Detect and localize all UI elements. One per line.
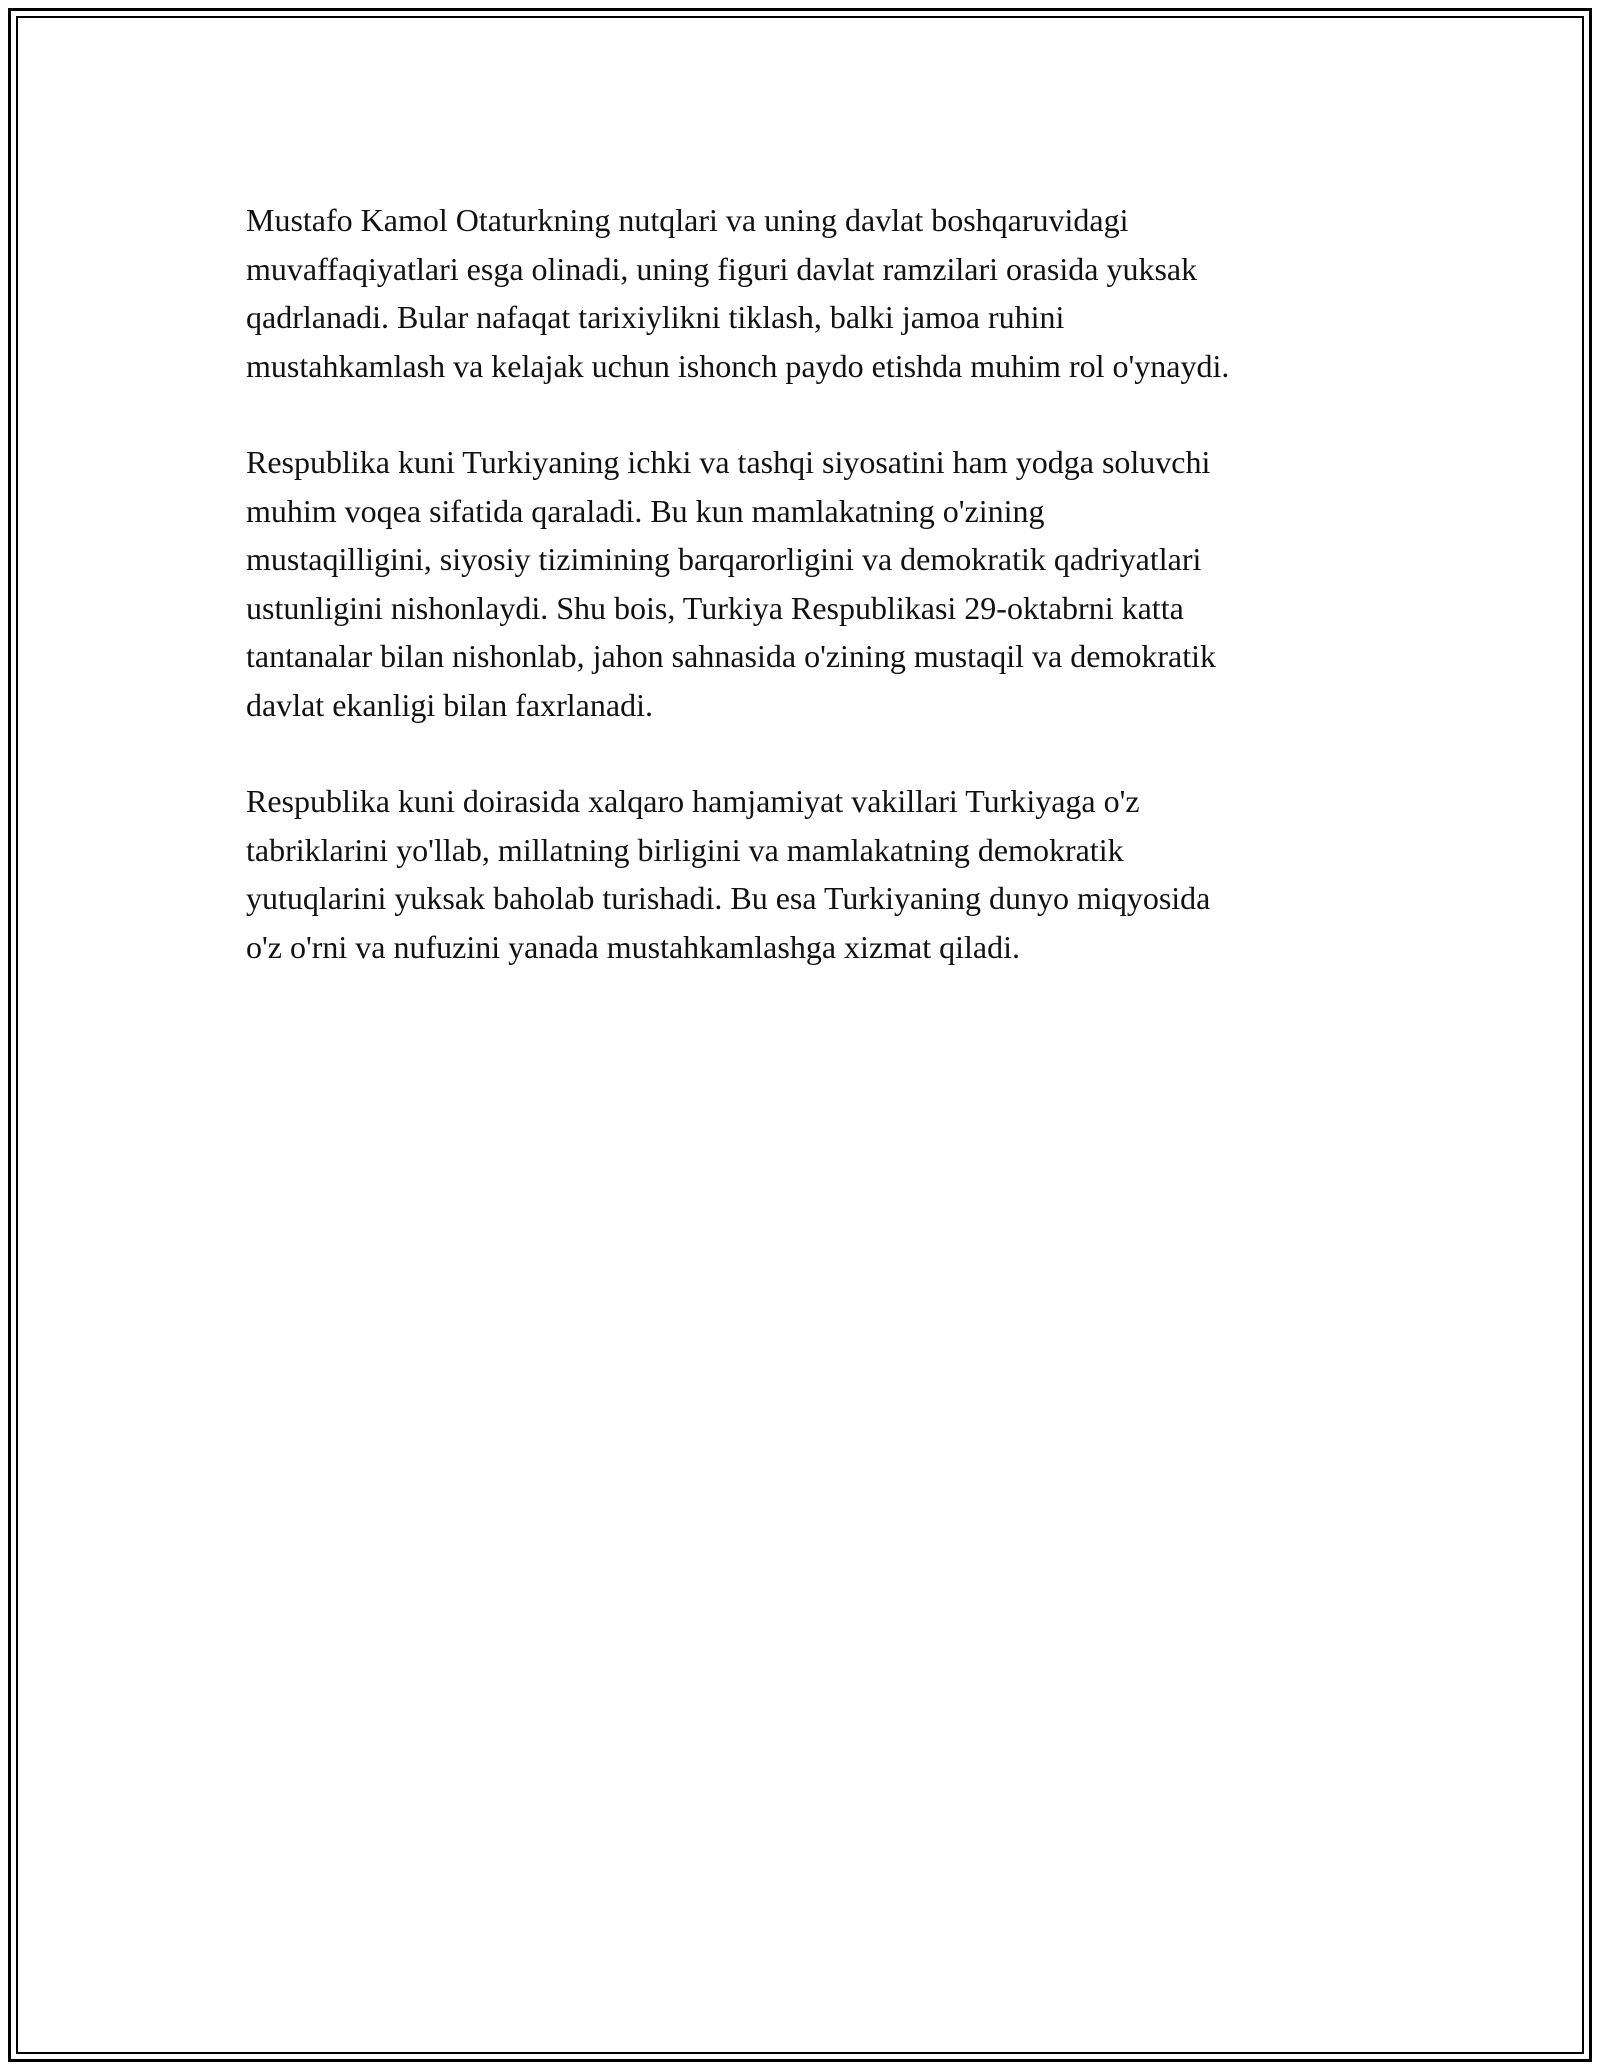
- paragraph-line: muvaffaqiyatlari esga olinadi, uning figuri davlat ramzilari orasida yuksak: [246, 250, 1198, 287]
- paragraph-line: ustunligini nishonlaydi. Shu bois, Turkiya Respublikasi 29-oktabrni katta: [246, 589, 1184, 626]
- paragraph-3: [246, 777, 1381, 971]
- document-page: [8, 8, 1592, 2062]
- paragraph-1: [246, 196, 1381, 390]
- document-body: [246, 196, 1381, 1019]
- paragraph-line: muhim voqea sifatida qaraladi. Bu kun mamlakatning o'zining: [246, 492, 1045, 529]
- paragraph-line: Respublika kuni doirasida xalqaro hamjamiyat vakillari Turkiyaga o'z: [246, 783, 1140, 819]
- paragraph-line: tantanalar bilan nishonlab, jahon sahnasida o'zining mustaqil va demokratik: [246, 638, 1216, 674]
- paragraph-2: [246, 438, 1381, 729]
- paragraph-line: yutuqlarini yuksak baholab turishadi. Bu esa Turkiyaning dunyo miqyosida: [246, 880, 1211, 916]
- paragraph-line: davlat ekanligi bilan faxrlanadi.: [246, 686, 653, 723]
- paragraph-line: mustahkamlash va kelajak uchun ishonch paydo etishda muhim rol o'ynaydi.: [246, 347, 1230, 384]
- paragraph-line: Mustafo Kamol Otaturkning nutqlari va uning davlat boshqaruvidagi: [246, 202, 1129, 238]
- paragraph-line: tabriklarini yo'llab, millatning birligini va mamlakatning demokratik: [246, 831, 1124, 868]
- paragraph-line: qadrlanadi. Bular nafaqat tarixiylikni tiklash, balki jamoa ruhini: [246, 299, 1065, 335]
- paragraph-line: mustaqilligini, siyosiy tizimining barqarorligini va demokratik qadriyatlari: [246, 541, 1202, 577]
- paragraph-line: o'z o'rni va nufuzini yanada mustahkamlashga xizmat qiladi.: [246, 928, 1020, 965]
- paragraph-line: Respublika kuni Turkiyaning ichki va tashqi siyosatini ham yodga soluvchi: [246, 444, 1211, 480]
